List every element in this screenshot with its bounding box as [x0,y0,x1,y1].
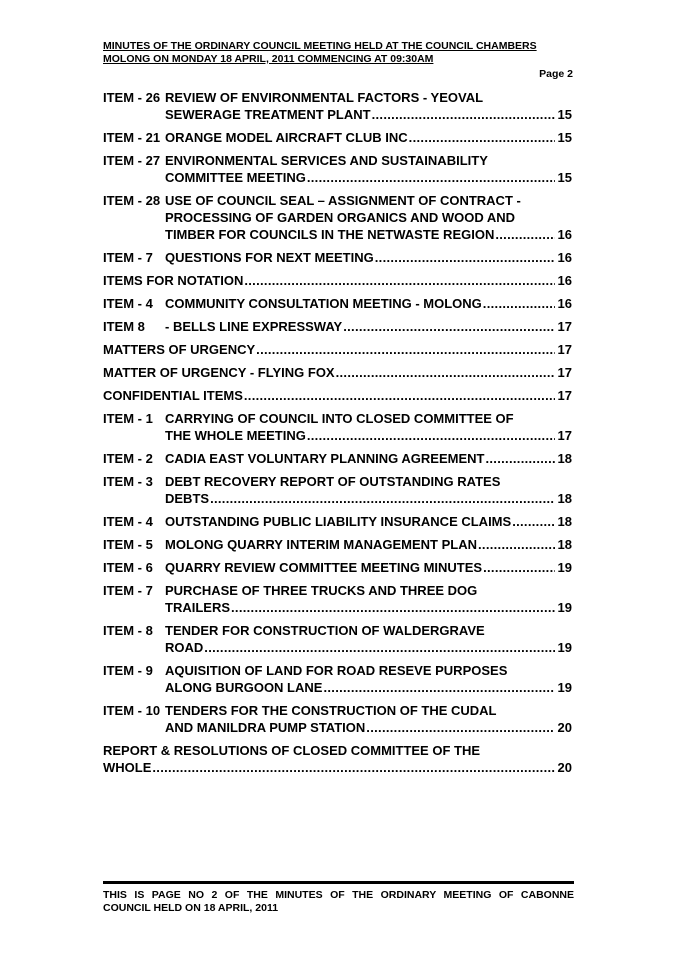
header-title-line-2: MOLONG ON MONDAY 18 APRIL, 2011 COMMENCING AT 09:30AM [103,53,434,65]
toc-entry[interactable] [103,450,572,467]
toc-page-number: 19 [557,680,572,695]
dot-leader [244,387,555,404]
toc-entry-title: USE OF COUNCIL SEAL – ASSIGNMENT OF CONTRACT - [165,193,521,208]
toc-page-number: 16 [557,296,572,311]
toc-entry[interactable] [103,742,572,776]
toc-entry[interactable] [103,513,572,530]
dot-leader [366,719,555,736]
toc-page-number: 19 [557,600,572,615]
toc-entry[interactable] [103,89,572,123]
toc-page-number: 16 [557,250,572,265]
footer-line-1: THIS IS PAGE NO 2 OF THE MINUTES OF THE ORDINARY MEETING OF CABONNE [103,889,574,901]
toc-page-number: 20 [557,760,572,775]
toc-entry[interactable] [103,152,572,186]
toc-entry-title: TRAILERS [165,600,230,615]
page-number-label: Page 2 [539,68,573,80]
toc-item-number: ITEM - 21 [103,130,161,145]
toc-entry[interactable] [103,341,572,358]
toc-entry[interactable] [103,662,572,696]
dot-leader [152,759,555,776]
toc-entry-title: TENDER FOR CONSTRUCTION OF WALDERGRAVE [165,623,485,638]
toc-entry-title: REPORT & RESOLUTIONS OF CLOSED COMMITTEE OF THE [103,743,481,758]
toc-entry-title: ORANGE MODEL AIRCRAFT CLUB INC [165,130,408,145]
dot-leader [495,226,555,243]
dot-leader [343,318,555,335]
toc-page-number: 18 [557,491,572,506]
dot-leader [210,490,555,507]
toc-page-number: 20 [557,720,572,735]
toc-page-number: 17 [557,388,572,403]
toc-entry-title: REVIEW OF ENVIRONMENTAL FACTORS - YEOVAL [165,90,484,105]
toc-entry[interactable] [103,387,572,404]
toc-entry-title: CADIA EAST VOLUNTARY PLANNING AGREEMENT [165,451,485,466]
toc-item-number: ITEM - 4 [103,296,153,311]
toc-page-number: 18 [557,537,572,552]
dot-leader [323,679,555,696]
toc-entry[interactable] [103,473,572,507]
dot-leader [485,450,555,467]
toc-entry-title: COMMUNITY CONSULTATION MEETING - MOLONG [165,296,482,311]
dot-leader [231,599,555,616]
toc-item-number: ITEM - 2 [103,451,153,466]
toc-page-number: 18 [557,451,572,466]
toc-entry[interactable] [103,364,572,381]
toc-item-number: ITEM - 4 [103,514,153,529]
toc-entry-title: WHOLE [103,760,152,775]
toc-entry-title: AQUISITION OF LAND FOR ROAD RESEVE PURPOSES [165,663,508,678]
toc-entry-title: PURCHASE OF THREE TRUCKS AND THREE DOG [165,583,478,598]
toc-item-number: ITEM 8 [103,319,145,334]
dot-leader [512,513,555,530]
toc-page-number: 15 [557,170,572,185]
toc-entry-title: ITEMS FOR NOTATION [103,273,244,288]
page-footer [103,881,574,915]
toc-entry-title: DEBT RECOVERY REPORT OF OUTSTANDING RATES [165,474,501,489]
toc-entry-title: MATTER OF URGENCY - FLYING FOX [103,365,335,380]
toc-entry-title: MATTERS OF URGENCY [103,342,256,357]
toc-entry[interactable] [103,559,572,576]
toc-page-number: 17 [557,319,572,334]
toc-entry[interactable] [103,295,572,312]
toc-entry[interactable] [103,192,572,243]
toc-entry[interactable] [103,536,572,553]
toc-item-number: ITEM - 27 [103,153,161,168]
header-title-line-1: MINUTES OF THE ORDINARY COUNCIL MEETING HELD AT THE COUNCIL CHAMBERS [103,40,537,52]
toc-page-number: 17 [557,428,572,443]
toc-entry-title: AND MANILDRA PUMP STATION [165,720,366,735]
toc-item-number: ITEM - 7 [103,250,153,265]
dot-leader [307,169,555,186]
toc-entry-title: PROCESSING OF GARDEN ORGANICS AND WOOD AND [165,210,516,225]
table-of-contents [103,89,572,782]
toc-entry-title: ALONG BURGOON LANE [165,680,323,695]
toc-entry[interactable] [103,249,572,266]
dot-leader [256,341,555,358]
toc-item-number: ITEM - 5 [103,537,153,552]
toc-page-number: 16 [557,227,572,242]
dot-leader [409,129,555,146]
toc-entry-title: MOLONG QUARRY INTERIM MANAGEMENT PLAN [165,537,477,552]
toc-item-number: ITEM - 28 [103,193,161,208]
toc-item-number: ITEM - 10 [103,703,161,718]
toc-page-number: 15 [557,107,572,122]
dot-leader [483,559,555,576]
toc-entry[interactable] [103,318,572,335]
dot-leader [336,364,555,381]
footer-line-2: COUNCIL HELD ON 18 APRIL, 2011 [103,902,279,914]
dot-leader [483,295,555,312]
toc-entry-title: CONFIDENTIAL ITEMS [103,388,243,403]
toc-entry-title: COMMITTEE MEETING [165,170,306,185]
dot-leader [372,106,555,123]
toc-entry[interactable] [103,582,572,616]
toc-entry-title: QUESTIONS FOR NEXT MEETING [165,250,374,265]
toc-page-number: 15 [557,130,572,145]
toc-entry[interactable] [103,410,572,444]
page-header [103,40,574,66]
dot-leader [204,639,555,656]
toc-page-number: 17 [557,342,572,357]
toc-entry[interactable] [103,129,572,146]
toc-entry[interactable] [103,622,572,656]
toc-entry-title: - BELLS LINE EXPRESSWAY [165,319,343,334]
dot-leader [375,249,555,266]
dot-leader [478,536,555,553]
toc-entry-title: OUTSTANDING PUBLIC LIABILITY INSURANCE CLAIMS [165,514,512,529]
toc-item-number: ITEM - 8 [103,623,153,638]
toc-entry-title: TIMBER FOR COUNCILS IN THE NETWASTE REGION [165,227,495,242]
toc-page-number: 16 [557,273,572,288]
toc-entry-title: TENDERS FOR THE CONSTRUCTION OF THE CUDAL [165,703,497,718]
toc-item-number: ITEM - 7 [103,583,153,598]
toc-item-number: ITEM - 26 [103,90,161,105]
toc-entry-title: DEBTS [165,491,210,506]
toc-entry-title: THE WHOLE MEETING [165,428,306,443]
toc-item-number: ITEM - 6 [103,560,153,575]
dot-leader [244,272,555,289]
toc-entry-title: SEWERAGE TREATMENT PLANT [165,107,371,122]
toc-entry-title: QUARRY REVIEW COMMITTEE MEETING MINUTES [165,560,483,575]
toc-page-number: 19 [557,640,572,655]
toc-entry-title: ROAD [165,640,204,655]
toc-item-number: ITEM - 3 [103,474,153,489]
toc-entry-title: ENVIRONMENTAL SERVICES AND SUSTAINABILITY [165,153,488,168]
toc-page-number: 19 [557,560,572,575]
toc-entry-title: CARRYING OF COUNCIL INTO CLOSED COMMITTEE OF [165,411,514,426]
toc-item-number: ITEM - 1 [103,411,153,426]
toc-page-number: 17 [557,365,572,380]
toc-entry[interactable] [103,272,572,289]
toc-entry[interactable] [103,702,572,736]
toc-item-number: ITEM - 9 [103,663,153,678]
toc-page-number: 18 [557,514,572,529]
dot-leader [307,427,555,444]
